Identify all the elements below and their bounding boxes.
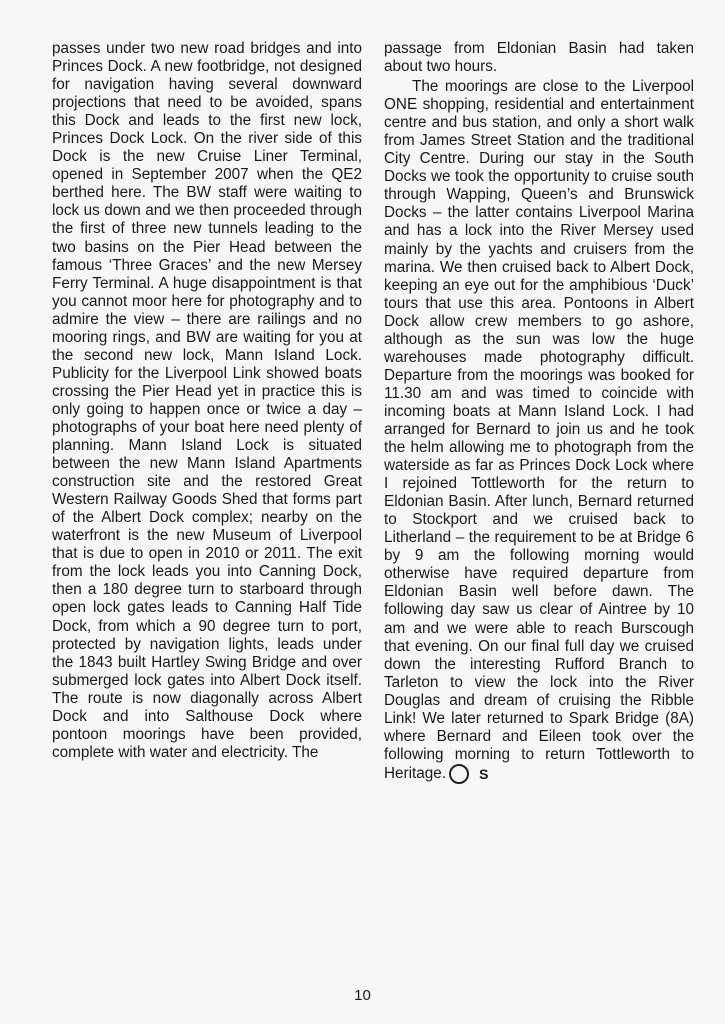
left-column	[52, 40, 362, 762]
right-column-paragraph-1: passage from Eldonian Basin had taken about two hours.	[384, 40, 694, 76]
right-column-paragraph-2	[384, 78, 694, 784]
page-number: 10	[354, 987, 371, 1004]
left-column-text: passes under two new road bridges and into Princes Dock. A new footbridge, not designed for navigation having several downward projections that need to be avoided, spans this Dock and leads to the first new lock, Princes Dock Lock. On the river side of this Dock is the new Cruise Liner Terminal, opened in September 2007 when the QE2 berthed here. The BW staff were waiting to lock us down and we then proceeded through the first of three new tunnels leading to the two basins on the Pier Head between the famous ‘Three Graces’ and the new Mersey Ferry Terminal. A huge disappointment is that you cannot moor here for photography and to admire the view – there are railings and no mooring rings, and BW are waiting for you at the second new lock, Mann Island Lock. Publicity for the Liverpool Link showed boats crossing the Pier Head yet in practice this is only going to happen once or twice a day – photographs of your boat here need plenty of planning. Mann Island Lock is situated between the new Mann Island Apartments construction site and the restored Great Western Railway Goods Shed that forms part of the Albert Dock complex; nearby on the waterfront is the new Museum of Liverpool that is due to open in 2010 or 2011. The exit from the lock leads you into Canning Dock, then a 180 degree turn to starboard through open lock gates leads to Canning Half Tide Dock, from which a 90 degree turn to port, protected by navigation lights, leads under the 1843 built Hartley Swing Bridge and over submerged lock gates into Albert Dock itself. The route is now diagonally across Albert Dock and into Salthouse Dock where pontoon moorings have been provided, complete with water and electricity. The	[52, 40, 362, 761]
end-of-article-logo-icon: S	[449, 764, 469, 784]
right-column-paragraph-2-text: The moorings are close to the Liverpool ONE shopping, residential and entertainment centre and bus station, and only a short walk from James Street Station and the traditional City Centre. During our stay in the South Docks we took the opportunity to cruise south through Wapping, Queen’s and Brunswick Docks – the latter contains Liverpool Marina and has a lock into the River Mersey used mainly by the yachts and cruisers from the marina. We then cruised back to Albert Dock, keeping an eye out for the amphibious ‘Duck’ tours that use this area. Pontoons in Albert Dock allow crew members to go ashore, although as the sun was low the huge warehouses made photography difficult. Departure from the moorings was booked for 11.30 am and was timed to coincide with incoming boats at Mann Island Lock. I had arranged for Bernard to join us and he took the helm allowing me to photograph from the waterside as far as Princes Dock Lock where I rejoined Tottleworth for the return to Eldonian Basin. After lunch, Bernard returned to Stockport and we cruised back to Litherland – the requirement to be at Bridge 6 by 9 am the following morning would otherwise have required departure from Eldonian Basin well before dawn. The following day saw us clear of Aintree by 10 am and we were able to reach Burscough that evening. On our final full day we cruised down the interesting Rufford Branch to Tarleton to view the lock into the River Douglas and dream of cruising the Ribble Link! We later returned to Spark Bridge (8A) where Bernard and Eileen took over the following morning to return Tottleworth to Heritage.	[384, 78, 694, 782]
right-column	[384, 40, 694, 784]
